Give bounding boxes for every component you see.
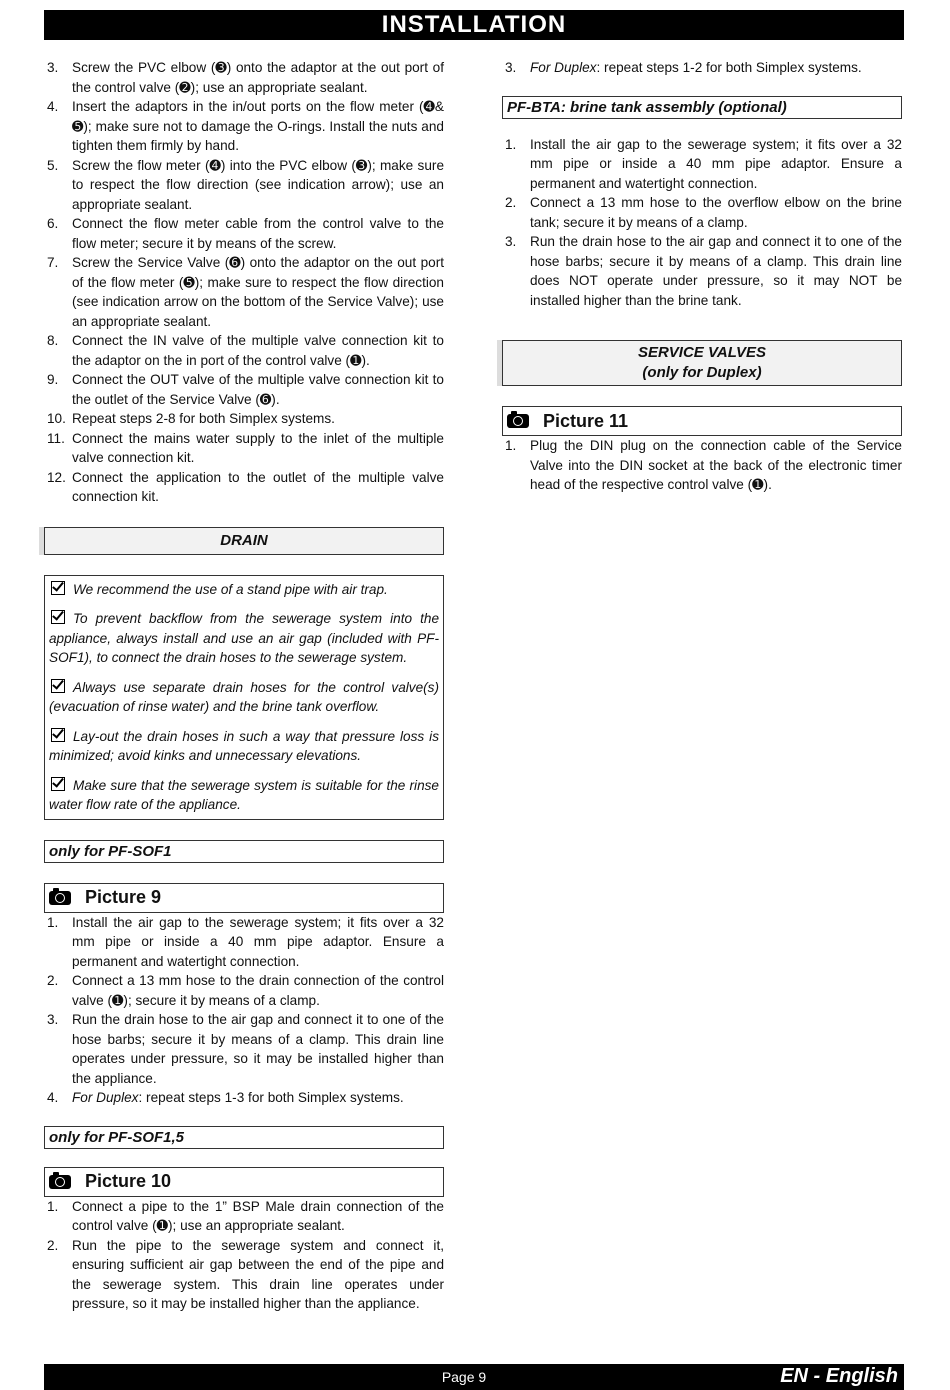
sof1-heading: only for PF-SOF1 [44, 840, 444, 863]
picture-9-label [44, 883, 444, 913]
picture-11-text: Picture 11 [543, 410, 629, 431]
step-number: 3. [505, 234, 517, 249]
list-item [44, 1197, 444, 1236]
step-text: Connect a pipe to the 1” BSP Male drain connection of the control valve (➊); use an appropriate sealant. [72, 1198, 444, 1233]
checkbox-icon [51, 610, 65, 624]
step-number: 11. [47, 430, 65, 446]
drain-note: Make sure that the sewerage system is suitable for the rinse water flow rate of the appliance. [49, 777, 439, 812]
list-item [44, 971, 444, 1010]
drain-note: Lay-out the drain hoses in such a way that pressure loss is minimized; avoid kinks and unnecessary elevations. [49, 728, 439, 763]
step-number: 7. [47, 255, 59, 270]
list-item [44, 429, 444, 468]
right-column [502, 58, 902, 495]
step-number: 1. [47, 914, 59, 930]
list-item [502, 232, 902, 310]
checkbox-icon [51, 777, 65, 791]
step-number: 5. [47, 157, 59, 173]
drain-note: We recommend the use of a stand pipe with air trap. [49, 580, 439, 600]
step-text: Run the pipe to the sewerage system and connect it, ensuring sufficient air gap between the end of the pipe and the sewerage system. This drain line operates under pressure, so it may be installed higher than the appliance. [72, 1237, 444, 1311]
checkbox-icon [51, 728, 65, 742]
checkbox-icon [51, 581, 65, 595]
step-number: 8. [47, 333, 59, 348]
step-number: 3. [47, 60, 59, 75]
step-text: Connect the mains water supply to the inlet of the multiple valve connection kit. [72, 430, 444, 465]
page-number: Page 9 [441, 1369, 487, 1385]
step-text: Run the drain hose to the air gap and connect it to one of the hose barbs; secure it by means of a clamp. This drain line operates under pressure, so it may be installed higher than the appliance. [72, 1012, 444, 1086]
drain-note: Always use separate drain hoses for the control valve(s) (evacuation of rinse water) and the brine tank overflow. [49, 679, 439, 714]
list-item: 4. For Duplex: repeat steps 1-3 for both Simplex systems. [47, 1090, 404, 1105]
service-valves-title-line2: (only for Duplex) [642, 364, 762, 381]
step-number: 6. [47, 216, 59, 231]
list-item [502, 135, 902, 194]
step-text: Insert the adaptors in the in/out ports on the flow meter (➍& ➎); make sure not to damage the O-rings. Install the nuts and tighten them firmly by hand. [72, 99, 444, 153]
picture-10-label [44, 1167, 444, 1197]
step-text: Repeat steps 2-8 for both Simplex systems. [72, 411, 335, 426]
service-valves-title-line1: SERVICE VALVES [637, 344, 767, 361]
list-item: 3. For Duplex: repeat steps 1-2 for both Simplex systems. [505, 60, 862, 75]
step-number: 1. [505, 438, 517, 453]
step-text: Install the air gap to the sewerage system; it fits over a 32 mm pipe or inside a 40 mm pipe adaptor. Ensure a permanent and watertight connection. [72, 914, 444, 969]
installation-steps-list [44, 58, 444, 507]
language-label: EN - English [780, 1365, 898, 1387]
duplex-step-list [502, 58, 902, 78]
step-text: Connect a 13 mm hose to the overflow elbow on the brine tank; secure it by means of a clamp. [530, 195, 902, 230]
step-number: 4. [47, 99, 59, 114]
list-item [44, 1010, 444, 1088]
list-item [44, 370, 444, 409]
left-column [44, 58, 444, 1314]
camera-icon [49, 1175, 71, 1189]
checkbox-icon [51, 679, 65, 693]
list-item [44, 1236, 444, 1314]
page-footer [44, 1364, 904, 1390]
list-item [44, 253, 444, 331]
drain-section-title: DRAIN [44, 527, 444, 555]
list-item [44, 409, 444, 429]
step-number: 3. [47, 1012, 59, 1027]
page-header: INSTALLATION [44, 10, 904, 40]
sof15-heading: only for PF-SOF1,5 [44, 1126, 444, 1149]
step-text: Screw the flow meter (➍) into the PVC elbow (➌); make sure to respect the flow direction (see indication arrow); use an appropriate sealant. [72, 157, 444, 212]
step-number: 12. [47, 469, 66, 485]
step-text: Screw the Service Valve (➏) onto the adaptor on the out port of the flow meter (➎); make sure to respect the flow direction (see indication arrow on the bottom of the Service Valve); use an appropriate sealant. [72, 255, 444, 329]
bta-steps-list [502, 135, 902, 311]
list-item [44, 331, 444, 370]
list-item [44, 913, 444, 972]
picture-10-text: Picture 10 [85, 1171, 172, 1191]
step-number: 1. [47, 1198, 59, 1214]
step-number: 2. [505, 195, 517, 210]
list-item [44, 97, 444, 156]
list-item [44, 58, 444, 97]
service-valves-steps-list [502, 436, 902, 495]
picture-11-label [502, 406, 902, 436]
step-text: Screw the PVC elbow (➌) onto the adaptor at the out port of the control valve (➋); use an appropriate sealant. [72, 60, 444, 95]
drain-notes-box [44, 575, 444, 820]
sof1-step-4-list [44, 1088, 444, 1108]
camera-icon [49, 891, 71, 905]
step-text: Connect a 13 mm hose to the drain connection of the control valve (➊); secure it by means of a clamp. [72, 973, 444, 1008]
drain-note: To prevent backflow from the sewerage system into the appliance, always install and use an air gap (included with PF-SOF1), to connect the drain hoses to the sewerage system. [49, 611, 439, 665]
list-item [44, 214, 444, 253]
step-text: Run the drain hose to the air gap and connect it to one of the hose barbs; secure it by means of a clamp. This drain line does NOT operate under pressure, so it may NOT be installed higher than the brine tank. [530, 234, 902, 308]
list-item [502, 436, 902, 495]
step-text: Connect the application to the outlet of the multiple valve connection kit. [72, 469, 444, 504]
sof1-steps-list [44, 913, 444, 1089]
bta-heading: PF-BTA: brine tank assembly (optional) [502, 96, 902, 119]
sof15-steps-list [44, 1197, 444, 1314]
list-item [502, 193, 902, 232]
step-number: 2. [47, 973, 59, 988]
list-item [44, 468, 444, 507]
step-text: Plug the DIN plug on the connection cable of the Service Valve into the DIN socket at the back of the electronic timer head of the respective control valve (➊). [530, 438, 902, 492]
step-number: 2. [47, 1237, 59, 1253]
picture-9-text: Picture 9 [85, 887, 162, 907]
step-text: Connect the flow meter cable from the control valve to the flow meter; secure it by means of the screw. [72, 216, 444, 251]
step-number: 1. [505, 136, 517, 152]
step-text: Install the air gap to the sewerage system; it fits over a 32 mm pipe or inside a 40 mm pipe adaptor. Ensure a permanent and watertight connection. [530, 136, 902, 191]
step-number: 10. [47, 411, 66, 426]
camera-icon [507, 414, 529, 428]
step-number: 9. [47, 372, 59, 387]
step-text: Connect the OUT valve of the multiple valve connection kit to the outlet of the Service Valve (➏). [72, 372, 444, 407]
service-valves-title [502, 340, 902, 386]
list-item [44, 156, 444, 215]
step-text: Connect the IN valve of the multiple valve connection kit to the adaptor on the in port of the control valve (➊). [72, 333, 444, 368]
